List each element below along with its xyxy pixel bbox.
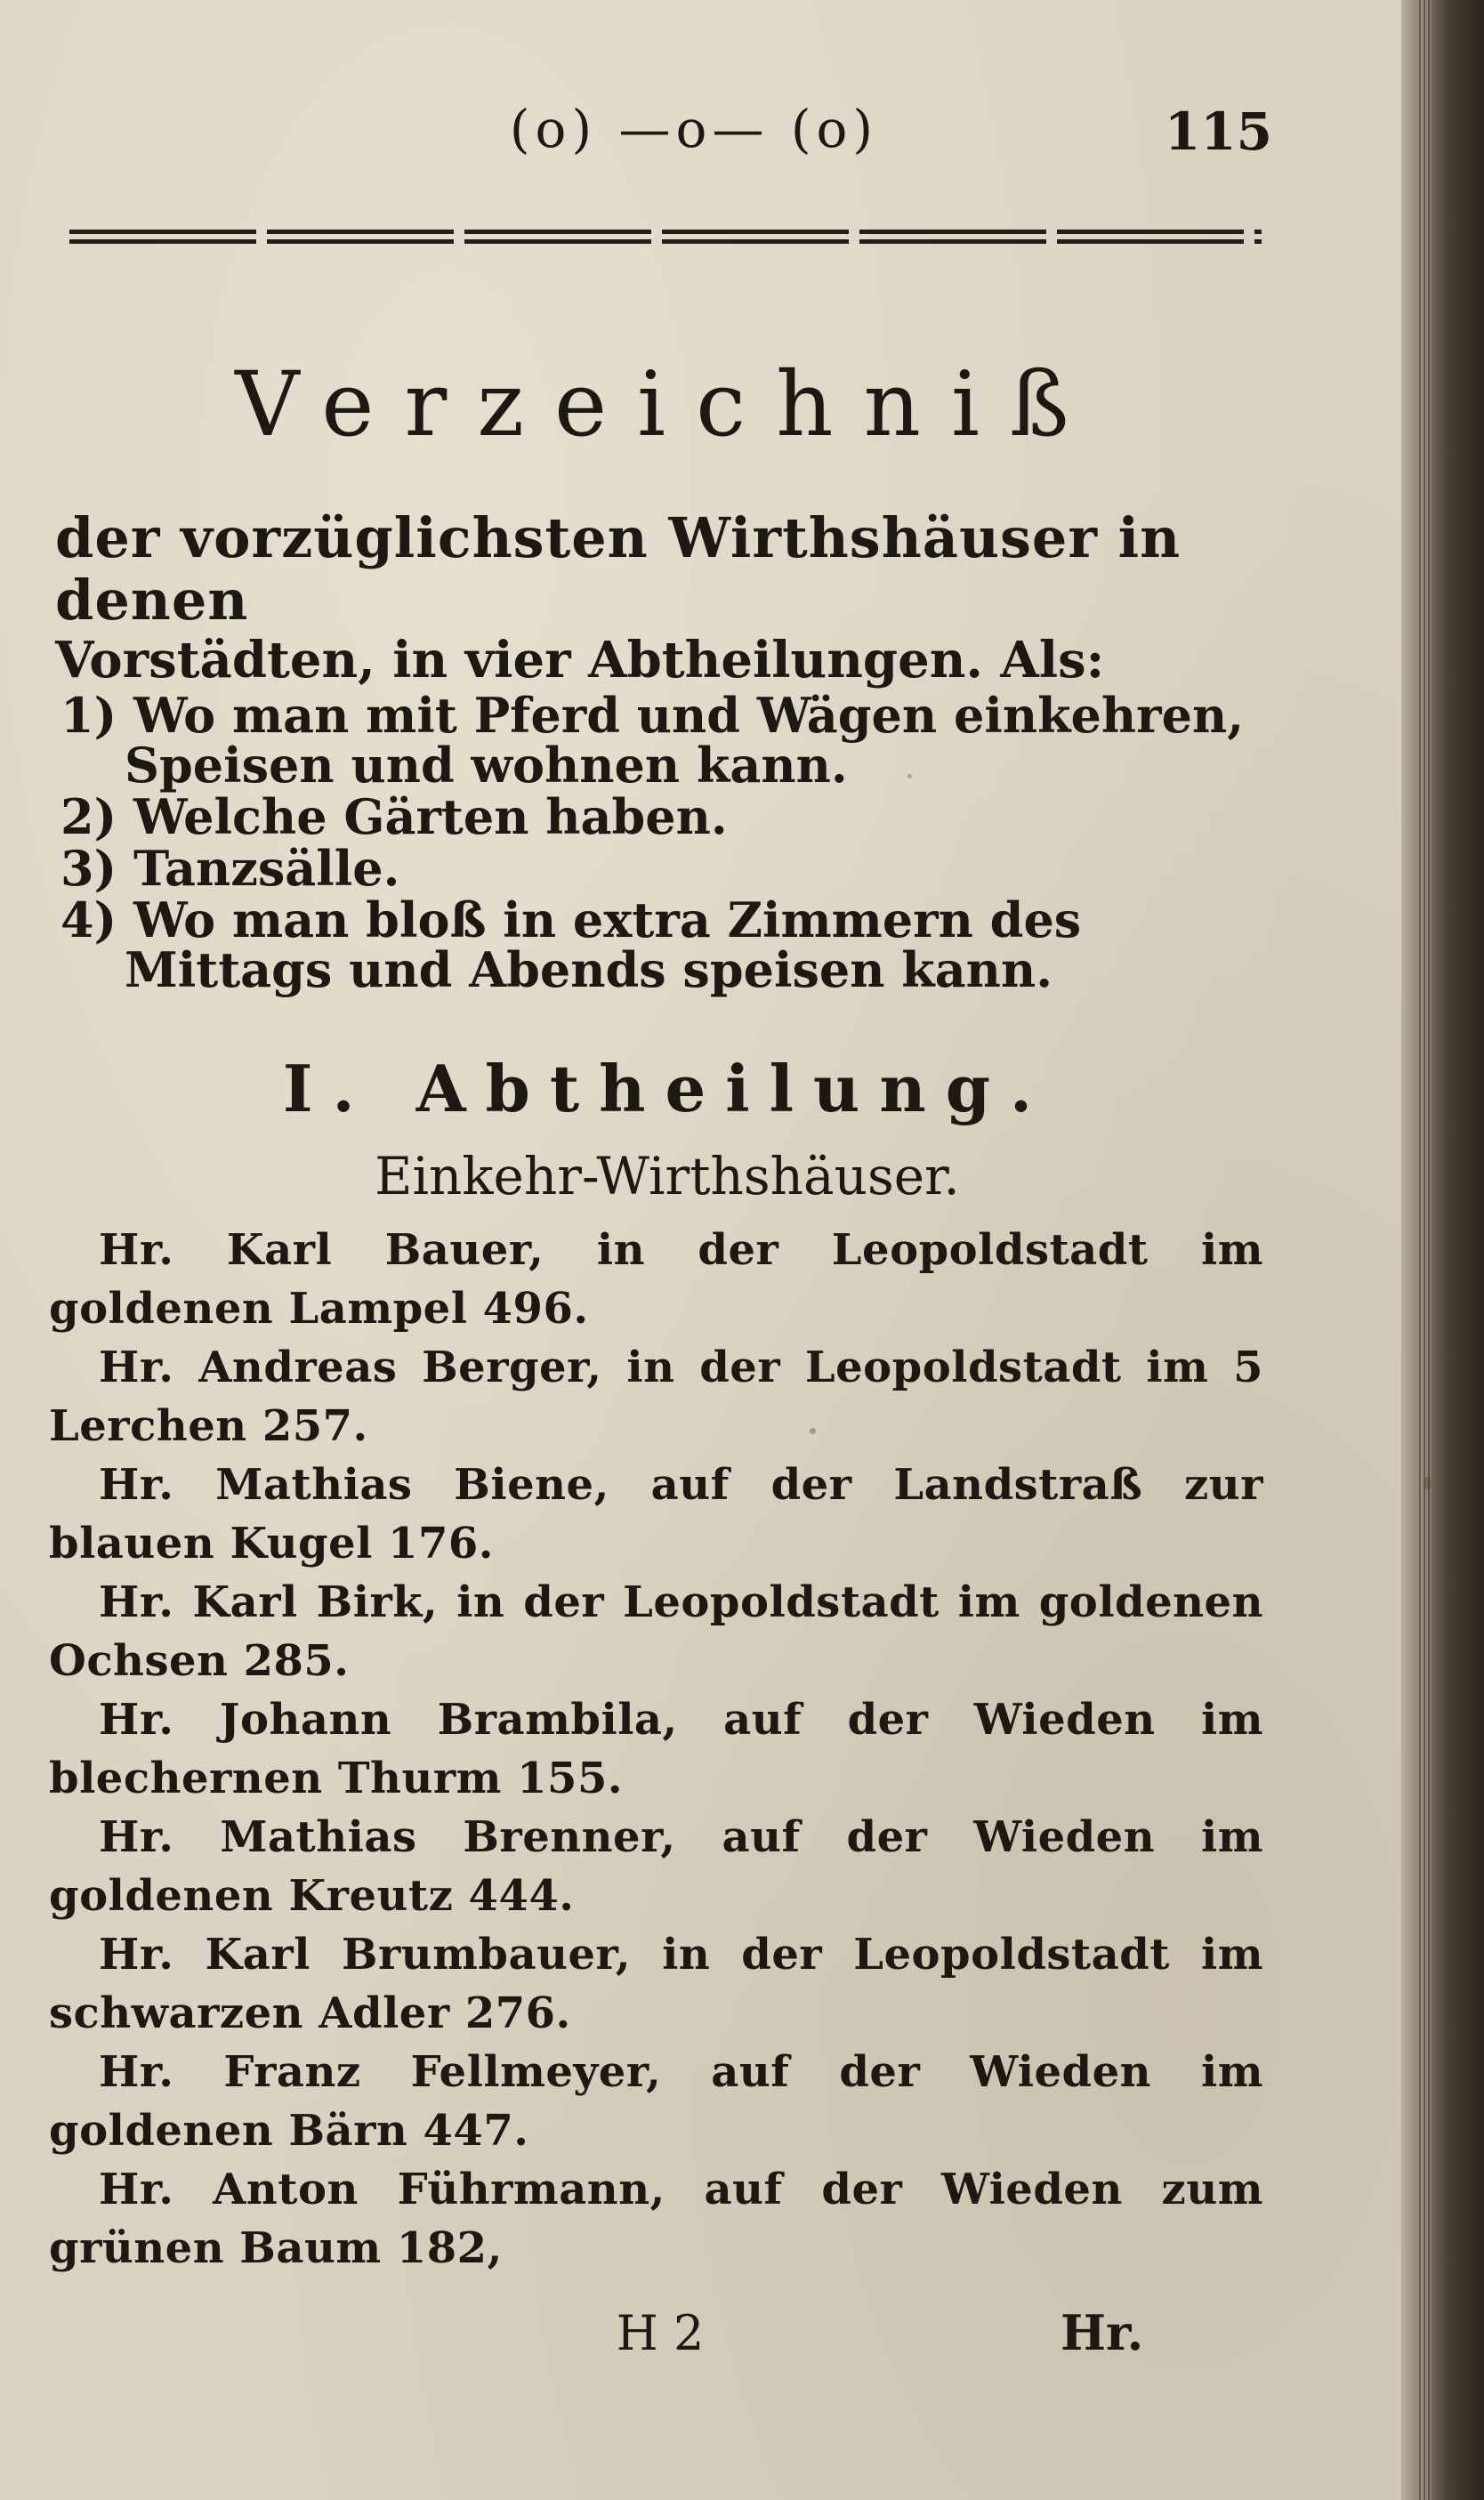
entry-name: Hr. Andreas Berger, <box>99 1343 602 1392</box>
entry-text: auf der Wieden im blechernen Thurm 155. <box>49 1695 1264 1803</box>
list-item-number: 4) <box>60 891 117 948</box>
entry-text: in der Leopoldstadt im schwarzen Adler 276. <box>49 1930 1263 2038</box>
list-item <box>55 788 1274 845</box>
intro-block <box>55 507 1274 1005</box>
list-item <box>49 1573 1263 1690</box>
list-item-number: 2) <box>60 788 117 845</box>
list-item <box>49 1808 1263 1925</box>
list-item <box>49 2160 1263 2278</box>
page-number: 115 <box>1164 101 1272 162</box>
list-item-text: Welche Gärten haben. <box>133 788 728 845</box>
list-item <box>49 1690 1263 1808</box>
list-item <box>49 2043 1263 2160</box>
page-edges <box>1419 0 1432 2500</box>
list-item <box>49 1338 1263 1456</box>
signature-mark: H 2 <box>616 2305 705 2361</box>
entry-text: auf der Landstraß zur blauen Kugel 176. <box>49 1460 1263 1569</box>
entry-text: auf der Wieden im goldenen Bärn 447. <box>49 2047 1264 2156</box>
list-item <box>55 891 1274 998</box>
intro-line-2: Vorstädten, in vier Abtheilungen. Als: <box>55 631 1105 690</box>
entry-name: Hr. Karl Brumbauer, <box>99 1930 632 1980</box>
list-item-text: Wo man bloß in extra Zimmern des Mittags und Abends speisen kann. <box>125 891 1082 998</box>
entry-name: Hr. Mathias Brenner, <box>99 1812 676 1862</box>
category-list <box>55 687 1274 998</box>
entry-name: Hr. Karl Birk, <box>99 1577 439 1627</box>
entry-name: Hr. Johann Brambila, <box>99 1695 678 1745</box>
list-item-text: Tanzsälle. <box>133 840 400 897</box>
list-item <box>49 1456 1263 1573</box>
entry-text: in der Leopoldstadt im goldenen Lampel 496. <box>49 1225 1264 1334</box>
paper-fleck <box>907 774 912 778</box>
entry-name: Hr. Franz Fellmeyer, <box>99 2047 662 2097</box>
list-item <box>49 1221 1263 1338</box>
page-title: Verzeichniß <box>235 352 1100 456</box>
inn-entries <box>49 1221 1263 2288</box>
catchword: Hr. <box>1061 2304 1144 2361</box>
entry-name: Hr. Mathias Biene, <box>99 1460 609 1510</box>
page-footer <box>55 2300 1274 2367</box>
entry-text: in der Leopoldstadt im 5 Lerchen 257. <box>49 1343 1263 1451</box>
decorative-double-rule <box>69 230 1262 249</box>
entry-text: auf der Wieden im goldenen Kreutz 444. <box>49 1812 1263 1921</box>
running-head-ornament: (o) —o— (o) <box>509 99 879 159</box>
entry-text: in der Leopoldstadt im goldenen Ochsen 285. <box>49 1577 1263 1686</box>
book-spine <box>1401 0 1484 2500</box>
entry-text: auf der Wieden zum grünen Baum 182, <box>49 2165 1264 2273</box>
section-heading: I. Abtheilung. <box>282 1051 1053 1126</box>
entry-name: Hr. Karl Bauer, <box>99 1225 544 1275</box>
section-subheading: Einkehr-Wirthshäuser. <box>375 1146 960 1206</box>
list-item-number: 3) <box>60 840 117 897</box>
list-item <box>55 840 1274 897</box>
list-item <box>49 1925 1263 2043</box>
list-item-text: Wo man mit Pferd und Wägen einkehren, Speisen und wohnen kann. <box>125 687 1245 794</box>
intro-line-1: der vorzüglichsten Wirthshäuser in denen <box>55 505 1182 633</box>
paper-fleck <box>810 1428 816 1434</box>
entry-name: Hr. Anton Führmann, <box>99 2165 665 2214</box>
list-item-number: 1) <box>60 687 117 744</box>
paper-fleck <box>1424 1477 1432 1489</box>
list-item <box>55 687 1274 794</box>
